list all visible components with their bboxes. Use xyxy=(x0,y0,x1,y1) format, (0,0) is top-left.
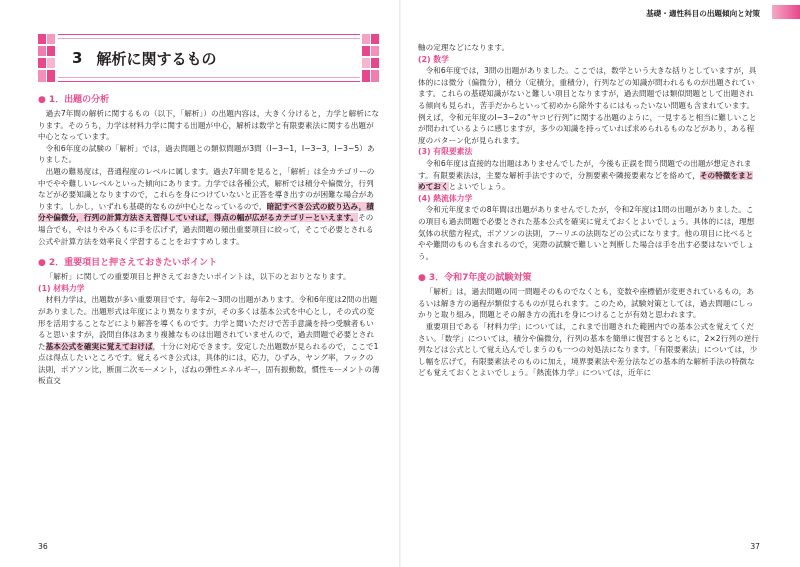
banner-decoration-right xyxy=(362,34,380,82)
section-heading-3: ● 3．令和7年度の試験対策 xyxy=(418,273,532,284)
highlight-text: 暗記すべき公式の絞り込み，積分や偏微分，行列の計算方法さえ習得していれば，得点の幅が広がるカテゴリーといえます。 xyxy=(38,201,374,223)
subsection-heading: (2) 数学 xyxy=(418,54,449,64)
paragraph: 令和6年度の試験の「解析」では，過去問題との類似問題が3問（Ⅰ−3−1，Ⅰ−3−3，Ⅰ−3−5）ありました。 xyxy=(38,143,375,165)
section-heading-2: ● 2．重要項目と押さえておきたいポイント xyxy=(38,258,218,269)
running-header-tab xyxy=(772,5,800,19)
bullet-dot-icon: ● xyxy=(38,95,46,105)
page-number-left: 36 xyxy=(38,542,48,551)
right-page xyxy=(400,0,800,567)
banner-decoration-left xyxy=(38,34,56,82)
page-number-right: 37 xyxy=(750,542,760,551)
bullet-dot-icon: ● xyxy=(418,273,426,284)
highlight-text: 基本公式を確実に覚えておけば xyxy=(45,341,153,351)
subsection-heading: (4) 熱流体力学 xyxy=(418,193,473,203)
paragraph: 過去7年間の解析に関するもの（以下，「解析」）の出題内容は，大きく分けると，力学と解析になります。そのうち，力学は材料力学に関する出題が中心，解析は数学と有限要素法に関する出題が中心となっています。 xyxy=(38,109,380,142)
paragraph: 「解析」は，過去問題の同一問題そのものでなくとも，変数や座標値が変更されているもの，あるいは解き方の過程が類似するものが見られます。このため，試験対策としては，過去問題にしっかりと取り組み，問題とその解き方の流れを身につけることが有効と思われます。 xyxy=(418,287,754,320)
subsection-heading: (3) 有限要素法 xyxy=(418,147,473,157)
highlight-text: その特徴をまとめておく xyxy=(418,170,754,192)
chapter-title: 解析に関するもの xyxy=(96,49,217,68)
subsection-heading: (1) 材料力学 xyxy=(38,283,85,293)
paragraph: 軸の定理などになります。 xyxy=(418,43,510,52)
running-header: 基礎・適性科目の出題傾向と対策 xyxy=(646,9,760,18)
paragraph: 令和元年度までの8年間は出題がありませんでしたが，令和2年度は1問の出題がありました。この項目も過去問題で必要とされた基本公式を確実に覚えておくとよいでしょう。具体的には，理想気体の状態方程式，ボアソンの法則，フーリエの法則などの公式になります。他の項目に比べるとやや難問のものも含まれるので，実際の試験で難しいと判断した場合は手を出す必要はないでしょう。 xyxy=(418,205,755,261)
paragraph: 材料力学は，出題数が多い重要項目です。毎年2〜3問の出題があります。令和6年度は2問の出題がありました。出題形式は年度により異なりますが，その多くは基本公式を中心とし，その式の変形を活用することなどにより解答を導くものです。力学と聞いただけで苦手意識を持つ受験者もいると思いますが，設問自体はあまり複雑なものは出題されていませんので，過去問題で必要とされた基本公式を確実に覚えておけば，十分に対応できます。安定した出題数が見られるので，ここで1点は得点したいところです。覚えるべき公式は，具体的には，応力，ひずみ，ヤング率，フックの法則，ポアソン比，断面二次モーメント，ばねの弾性エネルギー，固有振動数，慣性モーメントの薄板直交 xyxy=(38,295,380,386)
chapter-number: 3 xyxy=(72,49,83,67)
section-heading-1: ● 1．出題の分析 xyxy=(38,95,110,105)
paragraph: 令和6年度では，3問の出題がありました。ここでは，数学という大きな括りとしていますが，具体的には微分（偏微分），積分（定積分，重積分），行列などの知識が問われるものが出題されています。これらの基礎知識がないと難しい項目となりますが，過去問題では類似問題として出題される傾向も見られ，苦手だからといって初めから除外するにはもったいない問題も含まれています。例えば，令和元年度のⅠ−3−2の“ヤコビ行列”に関する出題のように，一見すると相当に難しいことが問われているように感じますが，多少の知識を持っていれば求められるものなどがあり，ある程度のパターン化が見られます。 xyxy=(418,66,757,145)
chapter-banner xyxy=(38,34,380,82)
paragraph: 令和6年度は直接的な出題はありませんでしたが，今後も正誤を問う問題での出題が想定されます。有限要素法は，主要な解析手法ですので，分割要素や隣接要素などを絡めて，その特徴をまとめておくとよいでしょう。 xyxy=(418,158,754,192)
bullet-dot-icon: ● xyxy=(38,258,46,269)
paragraph: 出題の難易度は，普通程度のレベルに属します。過去7年間を見ると，「解析」は全カテゴリーの中でやや難しいレベルといった傾向にあります。力学では各種公式，解析では積分や偏微分，行列などが必要知識となりますので，これらを身につけていないと正答を導き出すのが困難な場合があります。しかし，いずれも基礎的なものが中心となっているので，暗記すべき公式の絞り込み，積分や偏微分，行列の計算方法さえ習得していれば，得点の幅が広がるカテゴリーといえます。その場合でも，やはりやみくもに手を広げず，過去問題の頻出重要項目に絞って，そこで必要とされる公式や計算方法を効率良く学習することをおすすめします。 xyxy=(38,166,375,246)
paragraph: 重要項目である「材料力学」については，これまで出題された範囲内での基本公式を覚えてください。「数学」については，積分や偏微分，行列の基本を簡単に復習するとともに，2×2行列の逆行列などは公式として覚え込んでしまうのも一つの対処法になります。「有限要素法」については，少し幅を広げて，有限要素法そのものに加え，境界要素法や差分法などの基本的な解析手法の特徴なども覚えておくとよいでしょう。「熱流体力学」については，近年に xyxy=(418,322,759,378)
paragraph: 「解析」に関しての重要項目と押さえておきたいポイントは，以下のとおりとなります。 xyxy=(45,272,351,282)
